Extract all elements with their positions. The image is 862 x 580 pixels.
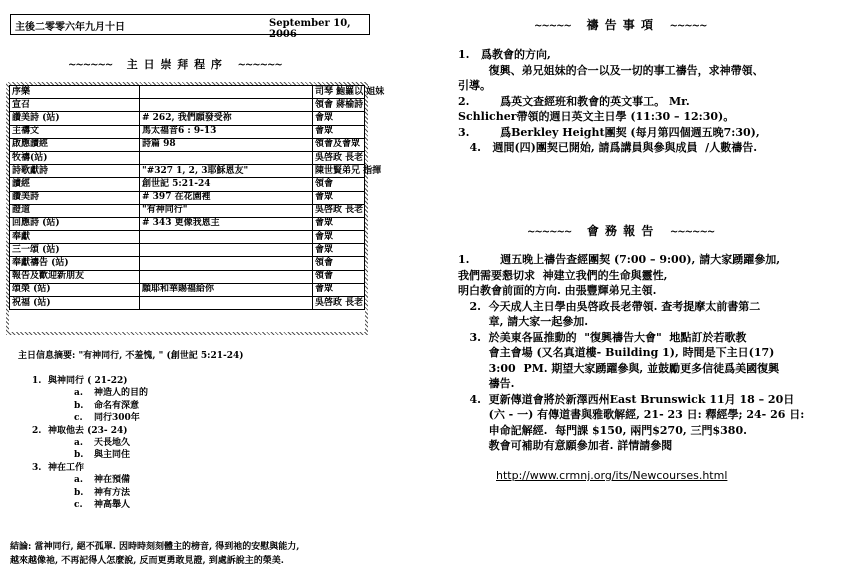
sermon-theme: 主日信息摘要: "有神同行, 不羞愧, " (創世記 5:21-24): [18, 351, 244, 361]
program-row: [10, 151, 365, 164]
outline-subpoint: [30, 387, 148, 399]
news-item-line: 2. 今天成人主日學由吳啓政長老帶領. 查考提摩太前書第二: [458, 299, 761, 313]
sermon-conclusion: [10, 540, 299, 568]
program-item: 讚美詩 (站): [10, 112, 140, 125]
news-item-line: 3:00 PM. 期望大家踴躍參與, 並鼓勵更多信徒爲美國復興: [458, 361, 780, 375]
outline-point: [30, 425, 148, 437]
program-row: [10, 297, 365, 310]
lunar-date: 主後二零零六年九月十日: [15, 22, 125, 33]
program-item: 詩歌獻詩: [10, 165, 140, 178]
prayer-item-line: 2. 爲英文查經班和教會的英文事工。 Mr.: [458, 94, 690, 108]
news-item-line: 1. 週五晚上禱告查經團契 (7:00 – 9:00), 請大家踴躍參加,: [458, 253, 781, 266]
program-item: 讚美詩: [10, 191, 140, 204]
program-item: 宣召: [10, 99, 140, 112]
news-item-line: (六 - 一) 有傳道書與雅歌解經, 21- 23 日: 釋經學; 24- 26 日:: [458, 408, 805, 421]
program-item: 證道: [10, 204, 140, 217]
program-content: [140, 244, 313, 257]
outline-subpoint-letter: c.: [74, 413, 83, 424]
outline-subpoint-text: 天長地久: [94, 438, 131, 449]
program-item: 報告及歡迎新朋友: [10, 270, 140, 283]
program-row: [10, 191, 365, 204]
order-of-service-table: [9, 85, 385, 310]
outline-subpoint: [30, 487, 148, 499]
outline-point-title: 與神同行 ( 21-22): [48, 376, 128, 386]
program-leader: 會眾: [313, 112, 365, 125]
outline-subpoint-letter: a.: [74, 388, 83, 399]
outline-point: [30, 462, 148, 474]
heading-deco-right: ~~~~~~: [237, 60, 282, 71]
outline-subpoint-text: 神造人的目的: [94, 388, 149, 399]
church-news-heading: [527, 222, 714, 239]
program-item: 牧禱(站): [10, 151, 140, 164]
program-leader: 會眾: [313, 191, 365, 204]
program-row: [10, 165, 365, 178]
program-row: [10, 217, 365, 230]
news-item-line: 申命記解經. 每門課 $150, 兩門$270, 三門$380.: [458, 423, 747, 437]
news-link-wrap: [496, 464, 727, 483]
heading-deco-left: ~~~~~~: [527, 227, 572, 238]
program-row: [10, 178, 365, 191]
prayer-list: [458, 47, 856, 156]
heading-deco-right: ~~~~~~: [669, 227, 715, 238]
news-item-line: 章, 請大家一起參加.: [458, 315, 589, 328]
prayer-item-line: 1. 爲教會的方向,: [458, 48, 551, 61]
program-content: 馬太福音6 : 9-13: [140, 125, 313, 138]
outline-subpoint-letter: c.: [74, 500, 83, 511]
program-item: 祝福 (站): [10, 297, 140, 310]
prayer-title: 禱 告 事 項: [586, 18, 654, 32]
program-leader: 領會: [313, 270, 365, 283]
program-content: 願耶和華賜福給你: [140, 283, 313, 296]
outline-point-title: 神在工作: [48, 462, 85, 473]
program-row: [10, 125, 365, 138]
conclusion-line: 結論: 當神同行, 絕不孤單. 因時時刻刻體主的榜音, 得到祂的安慰與能力,: [10, 542, 300, 552]
program-content: 創世記 5:21-24: [140, 178, 313, 191]
program-content: [140, 297, 313, 310]
program-row: [10, 283, 365, 296]
outline-subpoint: [30, 412, 148, 424]
prayer-heading: [534, 16, 706, 33]
program-item: 奉獻: [10, 231, 140, 244]
news-item-line: 教會可補助有意願參加者. 詳情請參閱: [458, 439, 673, 452]
program-row: [10, 257, 365, 270]
order-of-service-frame: [6, 82, 385, 335]
outline-subpoint-text: 與主同住: [94, 450, 131, 461]
header-date-box: [10, 14, 370, 40]
program-item: 奉獻禱告 (站): [10, 257, 140, 270]
program-leader: 會眾: [313, 244, 365, 257]
program-item: 啟應讀經: [10, 138, 140, 151]
program-leader: 吳啓政 長老: [313, 151, 365, 164]
order-of-service-title: 主 日 崇 拜 程 序: [126, 58, 223, 71]
outline-subpoint-text: 同行300年: [94, 413, 140, 424]
prayer-item-line: Schlicher帶領的週日英文主日學 (11:30 – 12:30)。: [458, 110, 735, 123]
heading-deco-left: ~~~~~~: [68, 60, 113, 71]
program-content: [140, 231, 313, 244]
program-content: [140, 151, 313, 164]
outline-subpoint: [30, 400, 148, 412]
program-item: 序樂: [10, 86, 140, 99]
program-leader: 陳世賢弟兄 指揮: [313, 165, 365, 178]
conclusion-line: 越來越像祂, 不再記得人怎麼說, 反而更勇敢見證, 到處訴說主的榮美.: [10, 556, 284, 566]
program-row: [10, 138, 365, 151]
program-item: 頌榮 (站): [10, 283, 140, 296]
news-item-line: 4. 更新傳道會將於新澤西州East Brunswick 11月 18 – 20日: [458, 392, 795, 406]
program-item: 讀經: [10, 178, 140, 191]
program-leader: 領會: [313, 257, 365, 270]
program-leader: 吳啓政 長老: [313, 204, 365, 217]
outline-subpoint: [30, 437, 148, 449]
program-content: [140, 99, 313, 112]
outline-subpoint-letter: b.: [74, 450, 84, 461]
program-row: [10, 204, 365, 217]
program-leader: 司琴 鮑羅以 姐妹: [313, 86, 365, 99]
program-leader: 會眾: [313, 125, 365, 138]
program-content: "#327 1, 2, 3耶穌恩友": [140, 165, 313, 178]
western-date: September 10, 2006: [269, 18, 351, 40]
program-content: # 343 更像我恩主: [140, 217, 313, 230]
outline-subpoint: [30, 449, 148, 461]
news-item-line: 明白教會前面的方向. 由張豐輝弟兄主領.: [458, 284, 657, 297]
program-row: [10, 86, 365, 99]
prayer-item-line: 復興、弟兄姐妹的合一以及一切的事工禱告，求神帶領、: [458, 63, 764, 77]
program-row: [10, 231, 365, 244]
program-content: # 397 在花園裡: [140, 191, 313, 204]
courses-link[interactable]: http://www.crmnj.org/its/Newcourses.html: [496, 469, 728, 482]
sermon-outline: [30, 375, 148, 511]
outline-subpoint: [30, 474, 148, 486]
news-item-line: 我們需要懇切求 神建立我們的生命與靈性,: [458, 268, 668, 282]
program-content: # 262, 我們願發受祢: [140, 112, 313, 125]
program-item: 回應詩 (站): [10, 217, 140, 230]
outline-subpoint: [30, 499, 148, 511]
prayer-item-line: 3. 爲Berkley Height團契 (每月第四個週五晚7:30),: [458, 125, 760, 139]
program-item: 主禱文: [10, 125, 140, 138]
outline-point: [30, 375, 148, 387]
program-row: [10, 244, 365, 257]
prayer-item-line: 4. 週間(四)團契已開始, 請爲講員與參與成員 /人數禱告.: [458, 141, 758, 154]
program-row: [10, 99, 365, 112]
heading-deco-right: ~~~~~: [669, 21, 707, 32]
program-leader: 領會 蔣榆詩: [313, 99, 365, 112]
outline-point-number: 1.: [32, 376, 42, 386]
program-leader: 領會: [313, 178, 365, 191]
program-row: [10, 112, 365, 125]
church-news-list: [458, 252, 858, 454]
program-content: [140, 257, 313, 270]
outline-subpoint-letter: b.: [74, 400, 84, 411]
outline-subpoint-text: 神在預備: [94, 475, 131, 486]
outline-subpoint-letter: a.: [74, 438, 83, 449]
outline-subpoint-text: 命名有深意: [94, 400, 140, 411]
program-content: [140, 86, 313, 99]
program-content: [140, 270, 313, 283]
outline-point-number: 3.: [32, 462, 42, 473]
prayer-item-line: 引導。: [458, 79, 491, 92]
program-leader: 會眾: [313, 217, 365, 230]
program-leader: 會眾: [313, 231, 365, 244]
heading-deco-left: ~~~~~: [534, 21, 571, 32]
program-leader: 吳啓政 長老: [313, 297, 365, 310]
program-content: 詩篇 98: [140, 138, 313, 151]
news-item-line: 3. 於美東各區推動的 "復興禱告大會" 地點訂於若歌教: [458, 330, 747, 344]
outline-subpoint-text: 神高舉人: [94, 500, 131, 511]
program-content: "有神同行": [140, 204, 313, 217]
program-leader: 領會及會眾: [313, 138, 365, 151]
outline-subpoint-text: 神有方法: [94, 487, 131, 498]
outline-subpoint-letter: b.: [74, 487, 84, 498]
outline-point-title: 神取他去 (23- 24): [48, 425, 128, 436]
program-item: 三一頌 (站): [10, 244, 140, 257]
news-item-line: 禱告.: [458, 377, 515, 390]
church-news-title: 會 務 報 告: [586, 224, 655, 238]
order-of-service-heading: [68, 56, 282, 72]
outline-point-number: 2.: [32, 425, 42, 436]
news-item-line: 會主會場 (又名真道樓- Building 1), 時間是下主日(17): [458, 346, 775, 359]
program-row: [10, 270, 365, 283]
outline-subpoint-letter: a.: [74, 475, 83, 486]
program-leader: 會眾: [313, 283, 365, 296]
